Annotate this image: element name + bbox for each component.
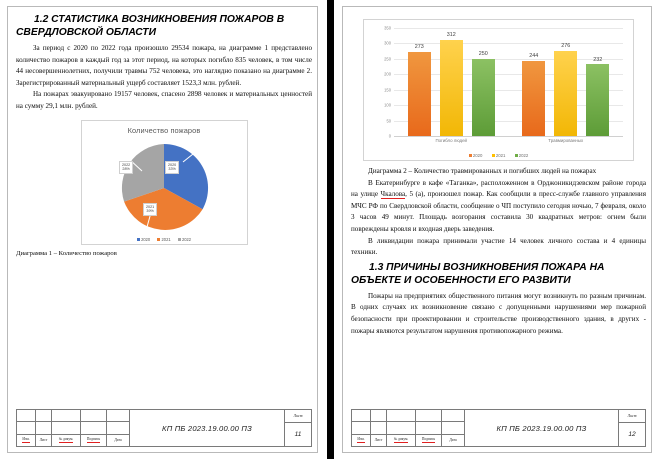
spellcheck-error-word: Чкалова <box>380 190 406 199</box>
paragraph-liquidation: В ликвидации пожара принимали участие 14 человек личного состава и 4 единицы техники. <box>351 236 646 257</box>
bar-value-2022-pogiblo: 250 <box>478 51 488 58</box>
title-block-label-row <box>17 435 129 446</box>
legend-swatch-icon-2020 <box>137 238 140 241</box>
pie-label-2020: 2020 33% <box>165 161 179 174</box>
legend-swatch-icon-2020 <box>469 154 472 157</box>
pie-label-2021: 2021 39% <box>143 203 157 216</box>
paragraph-statistics-2: На пожарах эвакуировано 19157 человек, спасено 2898 человек и материальных ценностей на сумму 29,1 млн. рублей. <box>16 90 312 110</box>
bar-value-2020-pogiblo: 273 <box>414 44 424 51</box>
bar-chart-casualties <box>363 19 634 161</box>
page-divider <box>327 0 334 459</box>
stamp-cell-list: Лист <box>374 437 383 442</box>
bar-2021-pogiblo <box>440 32 463 136</box>
stamp-cell-signature: Подпись <box>86 437 101 442</box>
bar-value-2022-travmirovannyh: 232 <box>593 56 603 63</box>
page-sheet-12 <box>342 6 652 453</box>
title-block-empty-row <box>352 422 464 434</box>
pie-chart-canvas <box>117 141 211 235</box>
bar-2021-travmirovannyh <box>554 43 577 136</box>
legend-swatch-icon-2022 <box>178 238 181 241</box>
title-block-grid <box>17 410 130 446</box>
stamp-cell-list: Лист <box>39 437 48 442</box>
bar-value-2020-travmirovannyh: 244 <box>529 53 539 60</box>
title-block-sheet <box>619 410 645 446</box>
pie-legend-item-2022: 2022 <box>178 237 191 242</box>
title-block-sheet <box>285 410 311 446</box>
legend-swatch-icon-2021 <box>157 238 160 241</box>
bar-2022-pogiblo <box>472 51 495 136</box>
bar-2020-pogiblo <box>408 44 431 136</box>
bar-legend-item-2022: 2022 <box>515 153 529 158</box>
stamp-cell-izm: Изм. <box>357 437 365 442</box>
pie-label-2021-value: 39% <box>146 209 154 214</box>
y-tick-350: 350 <box>384 25 391 31</box>
title-block-empty-row <box>17 422 129 434</box>
stamp-cell-izm: Изм. <box>22 437 30 442</box>
sheet-label: Лист <box>619 410 645 423</box>
category-label-pogiblo: Погибло людей <box>435 138 467 143</box>
bar-legend-item-2020: 2020 <box>469 153 483 158</box>
y-tick-150: 150 <box>384 87 391 93</box>
title-block-designation <box>130 410 285 446</box>
pie-legend-item-2021: 2021 <box>157 237 170 242</box>
bar-chart-bars <box>394 28 623 136</box>
pie-chart-fires <box>81 120 248 245</box>
stamp-cell-date: Дата <box>449 437 457 442</box>
pie-legend-item-2020: 2020 <box>137 237 150 242</box>
bar-chart-plot-area <box>384 25 623 139</box>
legend-swatch-icon-2022 <box>515 154 518 157</box>
pie-label-2020-value: 33% <box>168 167 176 172</box>
bar-chart-category-labels <box>394 138 623 143</box>
title-block-11 <box>16 409 312 447</box>
page-sheet-11 <box>7 6 318 453</box>
figure-caption-2: Диаграмма 2 – Количество травмированных и погибших людей на пожарах <box>368 167 597 175</box>
bar-2020-travmirovannyh <box>522 53 545 136</box>
pie-chart-title: Количество пожаров <box>127 125 201 135</box>
page-number: 11 <box>294 431 302 438</box>
y-tick-50: 50 <box>386 118 391 124</box>
stamp-cell-docnum: № докум. <box>393 437 409 442</box>
bar-legend-item-2021: 2021 <box>492 153 506 158</box>
incident-text-part-2: , 5 (а), произошел пожар. Как сообщили в пресс-службе главного управления МЧС РФ по Свердловской области, сообщение о ЧП поступило сегодня ночью, 7 февраля, около 3 часов 49 минут. Площадь возгорания составила 30 квадратных метров: огнем были повреждены кровля и входная дверь заведения. <box>351 190 646 233</box>
sheet-label: Лист <box>285 410 311 423</box>
category-label-travmirovannyh: Травмированных <box>548 138 584 143</box>
title-block-empty-row <box>352 410 464 422</box>
title-block-label-row <box>352 435 464 446</box>
bar-value-2021-travmirovannyh: 276 <box>561 43 571 50</box>
figure-caption-1: Диаграмма 1 – Количество пожаров <box>16 249 117 257</box>
stamp-cell-date: Дата <box>114 437 122 442</box>
page-number: 12 <box>628 431 636 438</box>
pie-chart-legend <box>82 237 247 242</box>
paragraph-statistics-1: За период с 2020 по 2022 года произошло 29534 пожара, на диаграмме 1 представлено количество пожаров в каждый год за этот период, на которых погибло 835 человек, в том числе 44 несовершеннолетних, получили травмы 752 человека, это наглядно показано на диаграмме 2. Зарегистрированный материальный ущерб составляет 1523,3 млн. рублей. <box>16 44 312 87</box>
y-tick-100: 100 <box>384 102 391 108</box>
pie-label-2022: 2022 28% <box>119 161 133 174</box>
stamp-cell-signature: Подпись <box>421 437 436 442</box>
title-block-designation <box>465 410 619 446</box>
page-right <box>330 0 660 459</box>
section-heading-1-3: 1.3 ПРИЧИНЫ ВОЗНИКНОВЕНИЯ ПОЖАРА НА ОБЪЕКТЕ И ОСОБЕННОСТИ ЕГО РАЗВИТИ <box>351 261 605 286</box>
page-content-12 <box>351 11 646 406</box>
title-block-grid <box>352 410 465 446</box>
legend-swatch-icon-2021 <box>492 154 495 157</box>
y-tick-250: 250 <box>384 56 391 62</box>
title-block-designation-text: КП ПБ 2023.19.00.00 ПЗ <box>162 423 252 433</box>
pie-label-2022-value: 28% <box>122 167 130 172</box>
y-tick-200: 200 <box>384 71 391 77</box>
incident-text-part-1: В Екатеринбурге в кафе «Таганка», расположенном в Орджоникидзевском районе города на улице <box>351 178 646 199</box>
bar-group-travmirovannyh <box>509 28 624 136</box>
bar-2022-travmirovannyh <box>586 56 609 136</box>
stamp-cell-docnum: № докум. <box>58 437 74 442</box>
y-tick-300: 300 <box>384 40 391 46</box>
title-block-empty-row <box>17 410 129 422</box>
paragraph-causes: Пожары на предприятиях общественного питания могут возникнуть по разным причинам. В одних случаях их возникновение связано с допущенными нарушениями мер пожарной безопасности при проектировании и строительстве производственного здания, в других - пожары являются результатом нарушения противопожарного режима. <box>351 291 646 335</box>
page-title: 1.2 СТАТИСТИКА ВОЗНИКНОВЕНИЯ ПОЖАРОВ В СВЕРДЛОВСКОЙ ОБЛАСТИ <box>16 14 285 38</box>
y-tick-0: 0 <box>388 133 391 139</box>
title-block-designation-text: КП ПБ 2023.19.00.00 ПЗ <box>496 423 587 433</box>
bar-value-2021-pogiblo: 312 <box>446 32 456 39</box>
page-content-11 <box>16 11 312 406</box>
paragraph-incident <box>351 178 646 236</box>
title-block-12 <box>351 409 646 447</box>
bar-chart-legend <box>364 153 633 158</box>
bar-group-pogiblo <box>394 28 509 136</box>
pie-slices <box>117 141 211 235</box>
